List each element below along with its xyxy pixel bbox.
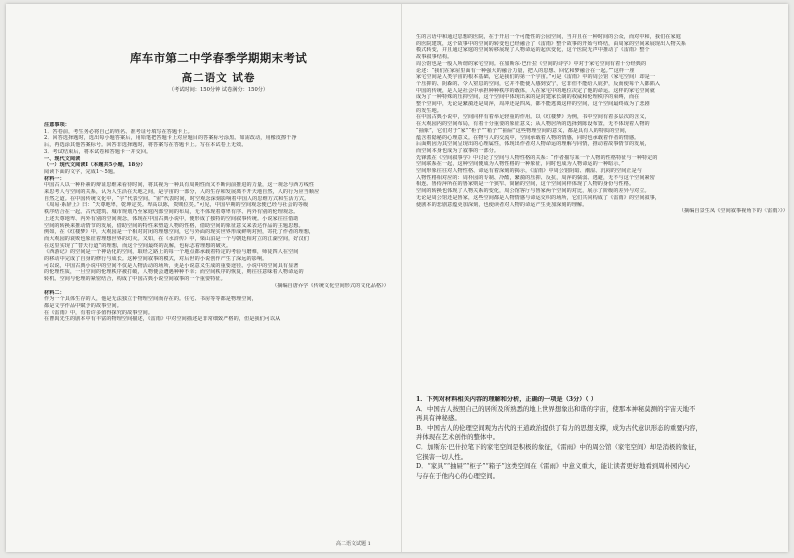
right-line: 模式转变，并且通过家庭的空间转移展现了人物命运的起伏变化，这个医院无声中推动了《雷雨》整个 (416, 47, 650, 54)
left-line: 可以说，中国古典小说中的空间不仅是人物活动的场所，更是小说意义生成的重要途径。小说中的空间具有显著 (44, 262, 299, 269)
right-line: 生的言语中和通过思想的医院，在于开启一个可能性的公园空间，当并且在一种时间的公众，而对中和，我们在家庭 (416, 34, 681, 40)
right-line: 中国的传统，是人是社会中承担种种秩序的载体，人在家宅中的地位决定了他的命运。这样的家宅空间就 (416, 87, 655, 94)
right-column (416, 34, 788, 215)
right-line: 家宅空间是人类宇宙的根本基础，它是我们的第一个宇宙。”可是《雷雨》中的周公馆（家宅空间）却是一 (416, 74, 656, 81)
left-column (44, 122, 389, 323)
left-line: 而大观园的衰败也象征着理想世界的幻灭。又如，在《水浒传》中，梁山泊是一个与朝廷相对立的江湖空间，好汉们 (44, 235, 309, 242)
right-line: 空间形象往往对人物性格、命运有着深刻的揭示，《雷雨》中周公馆阴暗、潮湿、沉闷的空间正是与 (416, 168, 642, 175)
right-line: 论述：“我们在家屋里面有一种强大的融合力量，把人的思想、回忆和梦融合在一起。”“这样一座 (416, 67, 635, 74)
left-line: 上述天尊地卑、内外有别的空间观念，体现在中国古典小说中，便形成了独特的空间叙事传统。小说家往往借助 (44, 215, 299, 222)
option-line: 它损害一切人性。 (416, 452, 468, 461)
right-line: 空间联系在一起，这种空间便成为人物性格的一种象征，同时也成为人物命运的一种暗示。” (416, 161, 624, 168)
right-line: 在大观园内的空间布局，有着十分重要的象征意义；从人物居所的选择到陈设布置，无不体现着人物的 (416, 121, 650, 128)
left-line: 都是文学作品中赋予的故事空间。 (44, 302, 122, 309)
left-line: 来思考人与空间的关系，认为人生活在天地之间，是宇宙的一部分，人的生存和发展离不开天地自然，人的行为应当顺应 (44, 189, 320, 196)
option-line: A．中国古人按照自己的居所及所熟悉的地上世界想象出和谐的宇宙，使那本神秘莫测的宇宙天地不 (416, 404, 696, 413)
left-line: 《西游记》的空间是一个神话化的空间，取经之路上的每一个地点都承载着特定的考验与磨难，师徒四人在空间 (44, 249, 299, 256)
exam-subtitle: 高二语文 试卷 (181, 72, 256, 84)
option-line: D．“家具”“抽屉”“柜子”“箱子”这类空间在《雷雨》中意义重大，能让读者更好地看到周朴园内心 (416, 462, 691, 471)
left-line: 转机。空间与伦理的紧密结合，构成了中国古典小说空间叙事的一个重要特征。 (44, 276, 226, 283)
page-fold-divider (401, 4, 402, 552)
left-line: 《周易·系辞上》曰：“天尊地卑，乾坤定矣。卑高以陈，贵贱位矣。”可见，中国早期的空间观念便已经与社会的等级 (44, 202, 309, 209)
left-line: 的移动中完成了自身的修行与成长。这种空间叙事的模式，对后世的小说创作产生了深远的影响。 (44, 256, 268, 263)
exam-sheet (6, 4, 788, 552)
right-line: （摘编自景生凤《空间叙事视角下的〈雷雨〉》） (678, 208, 788, 215)
left-line: 自然之道。在中国传统文化中，“宇”代表空间，“宙”代表时间，时空观念深刻影响着中国人的思维方式和生活方式。 (44, 195, 310, 202)
left-line: 例如，在《红楼梦》中，大观园是一个相对封闭的理想空间，它与外面的现实世界形成鲜明对照，寄托了作者的理想， (44, 229, 315, 236)
question-block (416, 396, 788, 481)
exam-meta: （考试时间：150分钟 试卷满分：150分） (168, 87, 269, 93)
right-line: 人物性格相对应的：周朴园的专制、冷酷，繁漪的压抑、反抗，周萍的懦弱、逃避，无不与这个空间紧密 (416, 174, 655, 181)
right-line: 无论是周公馆还是鲁家，这些空间都是人物情感与命运交织的场所，它们共同构成了《雷雨》的空间叙事， (416, 194, 661, 201)
left-line: 空间的转换来推动情节的发展，借助空间的特性来塑造人物的性格，借助空间的象征意义来表达作品的主题思想。 (44, 222, 304, 229)
option-line: C．加斯东·巴什拉笔下的家宅空间是积极的象征，《雷雨》中的周公馆（家宅空间）却是消极的象征， (416, 442, 701, 451)
right-line: 的医院建筑，这个故事中的空间的转变也已经融合了《雷雨》整个故事的开始与终结，由周家的空间来展现出人物关系 (416, 40, 687, 47)
right-line: “抽象”，它们对于“家”“柜子”“箱子”“抽屉”这些物理空间的意义，都是具有人的特质的空间， (416, 127, 631, 134)
right-line: 使剧本的悲剧意蕴更加深刻，也使读者对人物的命运产生更加深刻的理解。 (416, 201, 588, 208)
left-line: 阅读下面的文字，完成1～5题。 (44, 168, 119, 175)
left-line: 材料一： (44, 175, 65, 182)
left-line: 中国古人以一种朴素的辩证思维来看待时间，将其视为一种具有周期性而又不断向前推进的力量，这一观念与西方线性 (44, 182, 315, 189)
question-stem: 1．下列对材料相关内容的理解和分析，正确的一项是（3分）（ ） (416, 396, 597, 403)
right-line: 蕴含着隐秘的心理意义。在物与人的交流中，空间承载着人物的情感，同时也承载着作者的情感。 (416, 134, 640, 141)
left-line: （摘编自唐乔学《传统文化空间形式的文化品格》） (272, 282, 389, 289)
right-line: 故事叙事结构。 (416, 54, 453, 61)
left-line: 的伦理性质，一旦空间的伦理秩序被打破，人物便会遭遇种种不幸；而空间秩序的恢复，则往往意味着人物命运的 (44, 269, 304, 276)
left-line: 在曹禺先生的剧本中有丰富的物理空间描述，《雷雨》中对空间描述是非常细致严格的，但是我们可以从 (44, 316, 281, 323)
left-line: 作为一个具体生存的人，他是无法独立于物理空间而存在的。住宅、书房等等都是物理空间， (44, 296, 257, 303)
option-line: 再具有神秘感。 (416, 414, 461, 423)
right-line: 空间的转换也体现了人物关系的变化，周公馆客厅与鲁家两个空间的对比，展示了阶级的差异与对立。 (416, 188, 650, 195)
right-line: 的发生地。 (416, 107, 442, 114)
right-line: 周公馆也是一般人所谓的家宅空间。在加斯东·巴什拉《空间的诗学》中对于家宅空间有着十分经典的 (416, 60, 647, 67)
left-line: 在《雷雨》中，有着许多值得探究的故事空间。 (44, 309, 154, 316)
option-line: B．中国古人的伦理空间观为古代的王道政治提供了有力的思想支撑，成为古代意识形态的重要内容， (416, 423, 702, 432)
left-line: 3．考试结束后，将本试卷和答题卡一并交回。 (44, 148, 152, 155)
right-line: 相连。鲁侍萍所在的鲁家则是一个狭窄、简陋的空间，这个空间同样体现了人物的身份与性格。 (416, 181, 635, 188)
right-line: 个压抑的、阴森的、令人窒息的空间，它并不能使人感到安宁，它非但不能给人庇护，反而使每个人都陷入 (416, 80, 661, 87)
right-line: 在中国古典小说中，空间同样有着举足轻重的作用。以《红楼梦》为例，书中空间有着多层次的含义， (416, 114, 650, 121)
right-line: 先锋派在《空间叙事学》中讨论了空间与人物性格的关系：“作者描写某一个人物的性格特征与一种特定的 (416, 154, 658, 161)
right-line: 而空间本身也成为了叙事的一部分。 (416, 147, 500, 154)
page-footer: 高二语文试题 1 (336, 541, 371, 547)
left-line: （一）现代文阅读Ⅰ（本题共5小题，18分） (44, 162, 146, 169)
left-line: 注意事项： (44, 122, 70, 128)
left-line: 秩序结合在一起。古代建筑、城市规划乃至家庭内部空间的布局，无不体现着尊卑有序、内外有别的伦理观念。 (44, 209, 299, 216)
right-line: 成为了一种特殊的压抑空间，这个空间中体现出来的是封建家长制的权威和伦理秩序的束缚，而在 (416, 94, 640, 101)
exam-title: 库车市第二中学春季学期期末考试 (130, 51, 307, 65)
left-line: 在这里实现了“替天行道”的理想，而这个空间最终的瓦解，也标志着理想的破灭。 (44, 242, 232, 249)
left-line: 1．答卷前，考生务必将自己的姓名、准考证号填写在答题卡上。 (44, 128, 193, 135)
question-options (416, 405, 788, 482)
option-line: 并体现在艺术创作的整体中。 (416, 433, 500, 442)
left-line: 2．回答选择题时，选出每小题答案后，用铅笔把答题卡上对应题目的答案标号涂黑。如需改动，用橡皮擦干净 (44, 135, 297, 142)
left-line: 一、现代文阅读 (44, 155, 81, 162)
right-line: 整个空间中，无论是繁漪还是周萍，周冲还是四凤，都不能逃离这样的空间，这个空间最终成为了悲剧 (416, 101, 650, 108)
right-line: 后面则因为其空间呈现出的心理属性，体现出作者对人物命运的理解与同情，推动着故事情节的发展， (416, 141, 650, 148)
left-line: 材料二： (44, 289, 65, 296)
option-line: 与存在于他内心的心理空间。 (416, 471, 500, 480)
left-line: 后，再选涂其他答案标号。回答非选择题时，将答案写在答题卡上。写在本试卷上无效。 (44, 142, 247, 149)
